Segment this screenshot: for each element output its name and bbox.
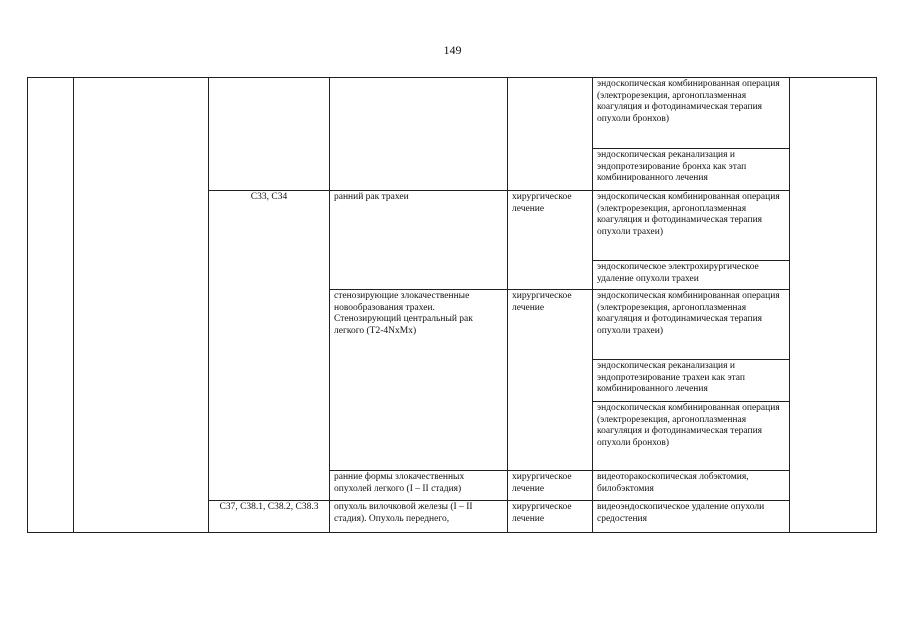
cell-treatment: хирургическое лечение — [508, 191, 593, 290]
cell-diagnosis: стенозирующие злокачественные новообразования трахеи. Стенозирующий центральный рак легкого (T2-4NxMx) — [330, 290, 508, 471]
cell-number — [28, 78, 74, 533]
cell-diagnosis: ранние формы злокачественных опухолей легкого (I – II стадия) — [330, 471, 508, 501]
cell-care-type — [74, 78, 209, 533]
cell-method: видеоэндоскопическое удаление опухоли средостения — [593, 501, 790, 533]
table-row — [28, 78, 877, 149]
cell-method: эндоскопическая реканализация и эндопротезирование бронха как этап комбинированного лечения — [593, 149, 790, 191]
cell-diagnosis — [330, 78, 508, 191]
cell-treatment: хирургическое лечение — [508, 290, 593, 471]
page-number: 149 — [443, 43, 462, 57]
cell-method: видеоторакоскопическая лобэктомия, билобэктомия — [593, 471, 790, 501]
cell-treatment: хирургическое лечение — [508, 471, 593, 501]
cell-extra — [790, 78, 877, 533]
cell-codes — [209, 78, 330, 191]
cell-diagnosis: опухоль вилочковой железы (I – II стадия). Опухоль переднего, — [330, 501, 508, 533]
cell-codes: C37, C38.1, C38.2, C38.3 — [209, 501, 330, 533]
cell-method: эндоскопическая комбинированная операция (электрорезекция, аргоноплазменная коагуляция и фотодинамическая терапия опухоли трахеи) — [593, 191, 790, 261]
cell-treatment — [508, 78, 593, 191]
cell-method: эндоскопическая комбинированная операция (электрорезекция, аргоноплазменная коагуляция и фотодинамическая терапия опухоли трахеи) — [593, 290, 790, 360]
cell-codes: C33, C34 — [209, 191, 330, 501]
cell-method: эндоскопическое электрохирургическое удаление опухоли трахеи — [593, 261, 790, 290]
cell-method: эндоскопическая комбинированная операция (электрорезекция, аргоноплазменная коагуляция и фотодинамическая терапия опухоли бронхов) — [593, 402, 790, 471]
treatment-methods-table — [27, 77, 877, 533]
cell-diagnosis: ранний рак трахеи — [330, 191, 508, 290]
cell-method: эндоскопическая реканализация и эндопротезирование трахеи как этап комбинированного лечения — [593, 360, 790, 402]
cell-treatment: хирургическое лечение — [508, 501, 593, 533]
cell-method: эндоскопическая комбинированная операция (электрорезекция, аргоноплазменная коагуляция и фотодинамическая терапия опухоли бронхов) — [593, 78, 790, 149]
